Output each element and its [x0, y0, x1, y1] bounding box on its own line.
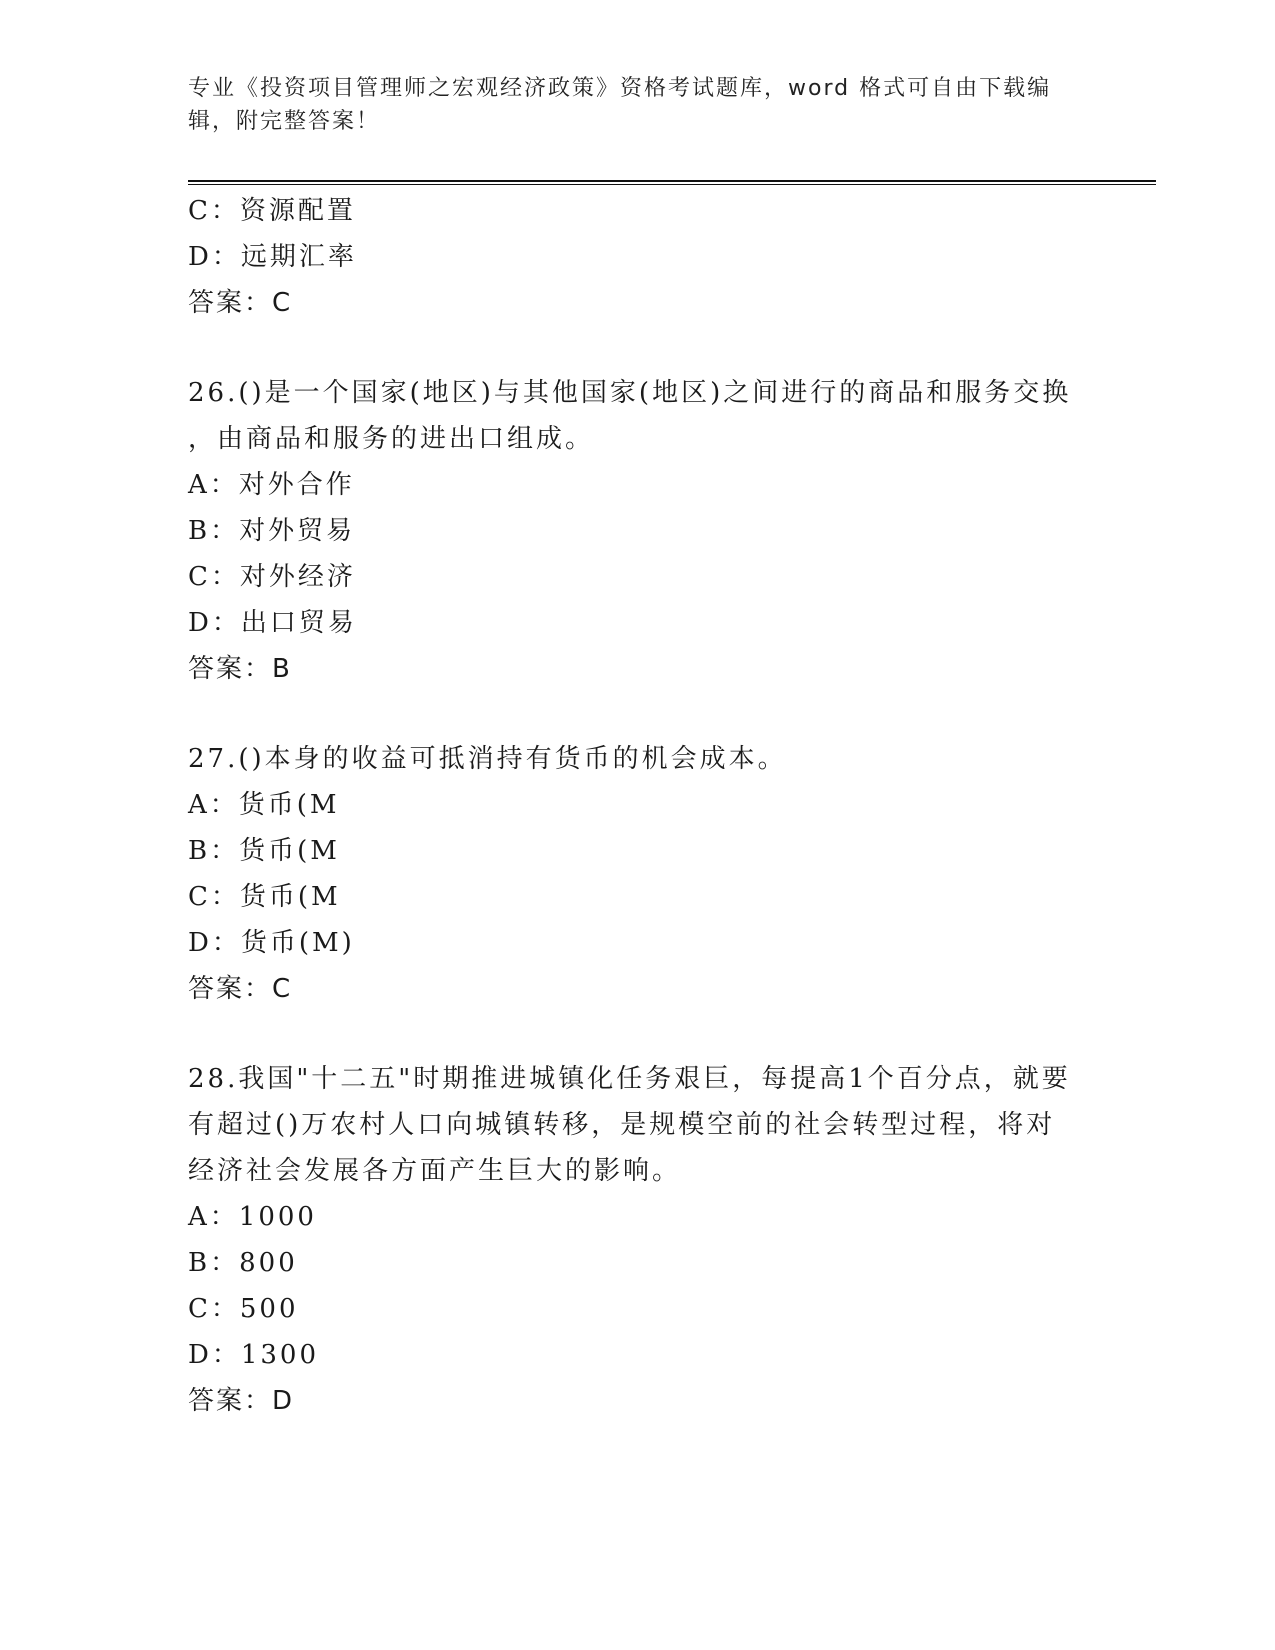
question-stem: ，由商品和服务的进出口组成。 — [188, 424, 595, 454]
answer-line: 答案：C — [188, 974, 293, 1004]
question-stem: 26.()是一个国家(地区)与其他国家(地区)之间进行的商品和服务交换 — [188, 378, 1072, 408]
question-stem: 28.我国"十二五"时期推进城镇化任务艰巨，每提高1个百分点，就要 — [188, 1064, 1071, 1094]
option-a: A：货币(M — [188, 790, 340, 820]
option-c: C：500 — [188, 1294, 299, 1324]
option-d: D：远期汇率 — [188, 242, 357, 272]
option-b: B：800 — [188, 1248, 298, 1278]
answer-line: 答案：C — [188, 288, 293, 318]
question-27 — [188, 736, 1088, 1012]
option-b: B：对外贸易 — [188, 516, 356, 546]
option-c: C：对外经济 — [188, 562, 356, 592]
header-line-1: 专业《投资项目管理师之宏观经济政策》资格考试题库，word 格式可自由下载编 — [188, 76, 1052, 101]
answer-line: 答案：B — [188, 654, 292, 684]
option-d: D：1300 — [188, 1340, 320, 1370]
question-stem: 经济社会发展各方面产生巨大的影响。 — [188, 1156, 682, 1186]
question-stem: 27.()本身的收益可抵消持有货币的机会成本。 — [188, 744, 787, 774]
question-list — [188, 188, 1088, 1424]
option-d: D：出口贸易 — [188, 608, 357, 638]
option-a: A：1000 — [188, 1202, 317, 1232]
answer-line: 答案：D — [188, 1386, 295, 1416]
document-header — [188, 72, 1068, 138]
option-d: D：货币(M) — [188, 928, 355, 958]
option-a: A：对外合作 — [188, 470, 355, 500]
option-c: C：资源配置 — [188, 196, 356, 226]
question-26 — [188, 370, 1088, 692]
question-25-partial — [188, 188, 1088, 326]
question-stem: 有超过()万农村人口向城镇转移，是规模空前的社会转型过程，将对 — [188, 1110, 1056, 1140]
question-28 — [188, 1056, 1088, 1424]
header-divider — [188, 180, 1156, 185]
option-c: C：货币(M — [188, 882, 341, 912]
header-line-2: 辑，附完整答案！ — [188, 109, 381, 134]
option-b: B：货币(M — [188, 836, 340, 866]
